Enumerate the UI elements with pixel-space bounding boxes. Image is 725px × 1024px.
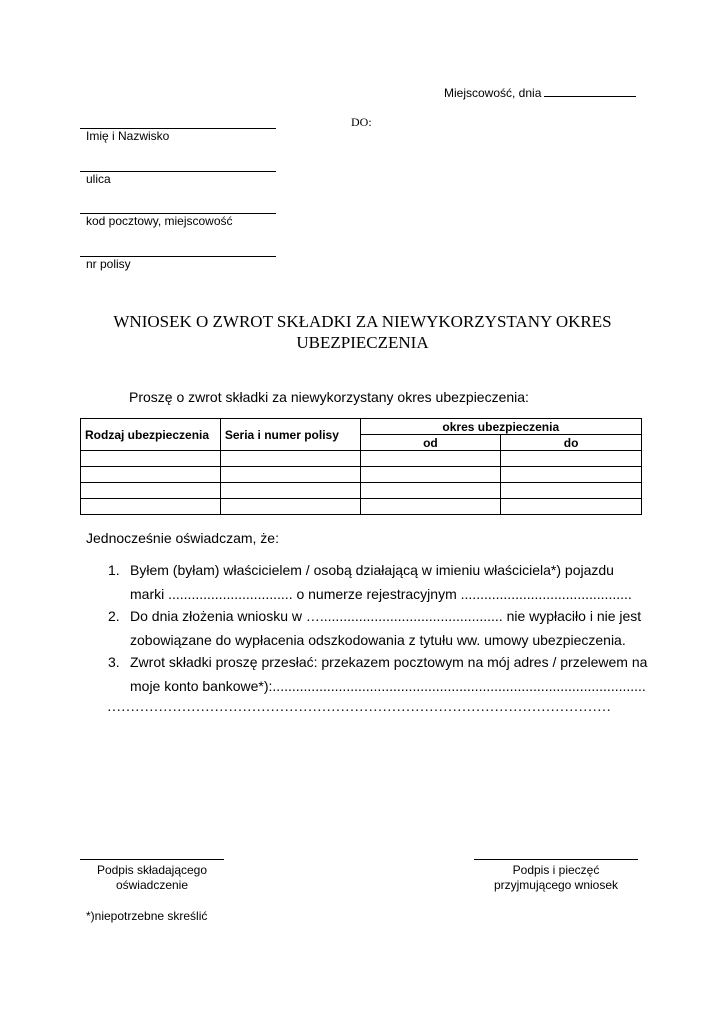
table-cell[interactable]: [360, 499, 501, 515]
item-line: Do dnia złożenia wniosku w …............................................... nie wypłaciło i nie jest: [130, 608, 642, 624]
request-intro: Proszę o zwrot składki za niewykorzystany okres ubezpieczenia:: [129, 389, 529, 405]
applicant-signature-label: [80, 863, 224, 893]
postal-city-label: kod pocztowy, miejscowość: [86, 214, 233, 228]
place-date-field: [444, 86, 636, 100]
place-date-label: Miejscowość, dnia: [444, 86, 542, 100]
table-cell[interactable]: [81, 467, 221, 483]
receiver-signature-line[interactable]: [474, 859, 638, 860]
signature-label-line: przyjmującego wniosek: [493, 878, 619, 892]
name-label: Imię i Nazwisko: [86, 129, 170, 143]
declaration-item-2: [108, 605, 648, 652]
header-period-to: do: [501, 435, 642, 451]
extra-dotted-line[interactable]: ………………………………………………………………………………………………: [107, 700, 611, 715]
table-row: [81, 483, 642, 499]
receiver-signature-label: [474, 863, 638, 893]
street-label: ulica: [86, 172, 111, 186]
header-period-from: od: [360, 435, 501, 451]
item-number: 2.: [108, 608, 120, 624]
footnote: *)niepotrzebne skreślić: [86, 909, 208, 923]
table-row: [81, 467, 642, 483]
table-cell[interactable]: [360, 483, 501, 499]
signature-label-line: Podpis i pieczęć: [512, 863, 600, 877]
item-line: Byłem (byłam) właścicielem / osobą działającą w imieniu właściciela*) pojazdu: [130, 562, 614, 578]
table-cell[interactable]: [81, 483, 221, 499]
header-policy-series: Seria i numer polisy: [220, 419, 360, 451]
table-cell[interactable]: [220, 499, 360, 515]
table-row: [81, 451, 642, 467]
item-number: 1.: [108, 562, 120, 578]
table-cell[interactable]: [501, 451, 642, 467]
policy-number-label: nr polisy: [86, 257, 131, 271]
item-line: marki ................................ o numerze rejestracyjnym ............................................: [130, 585, 632, 602]
table-cell[interactable]: [81, 451, 221, 467]
date-blank-line[interactable]: [544, 86, 636, 97]
table-cell[interactable]: [220, 467, 360, 483]
insurance-table: [80, 418, 642, 515]
signature-label-line: oświadczenie: [115, 878, 189, 892]
header-insurance-type: Rodzaj ubezpieczenia: [81, 419, 221, 451]
table-cell[interactable]: [360, 451, 501, 467]
table-cell[interactable]: [220, 483, 360, 499]
item-line: moje konto bankowe*):................................................................................................: [130, 677, 646, 694]
table-cell[interactable]: [81, 499, 221, 515]
item-line: zobowiązane do wypłacenia odszkodowania z tytułu ww. umowy ubezpieczenia.: [130, 631, 626, 648]
item-number: 3.: [108, 654, 120, 670]
table-row: [81, 499, 642, 515]
table-cell[interactable]: [360, 467, 501, 483]
recipient-label: DO:: [351, 115, 372, 129]
signature-label-line: Podpis składającego: [96, 863, 208, 877]
header-insurance-period: okres ubezpieczenia: [360, 419, 641, 435]
table-cell[interactable]: [501, 467, 642, 483]
declaration-item-3: [108, 651, 648, 698]
declaration-item-1: [108, 559, 648, 606]
applicant-signature-line[interactable]: [80, 859, 224, 860]
table-cell[interactable]: [501, 483, 642, 499]
declaration-intro: Jednocześnie oświadczam, że:: [86, 530, 279, 546]
table-cell[interactable]: [220, 451, 360, 467]
item-line: Zwrot składki proszę przesłać: przekazem pocztowym na mój adres / przelewem na: [130, 654, 648, 670]
document-title: WNIOSEK O ZWROT SKŁADKI ZA NIEWYKORZYSTANY OKRES UBEZPIECZENIA: [113, 312, 612, 352]
table-cell[interactable]: [501, 499, 642, 515]
